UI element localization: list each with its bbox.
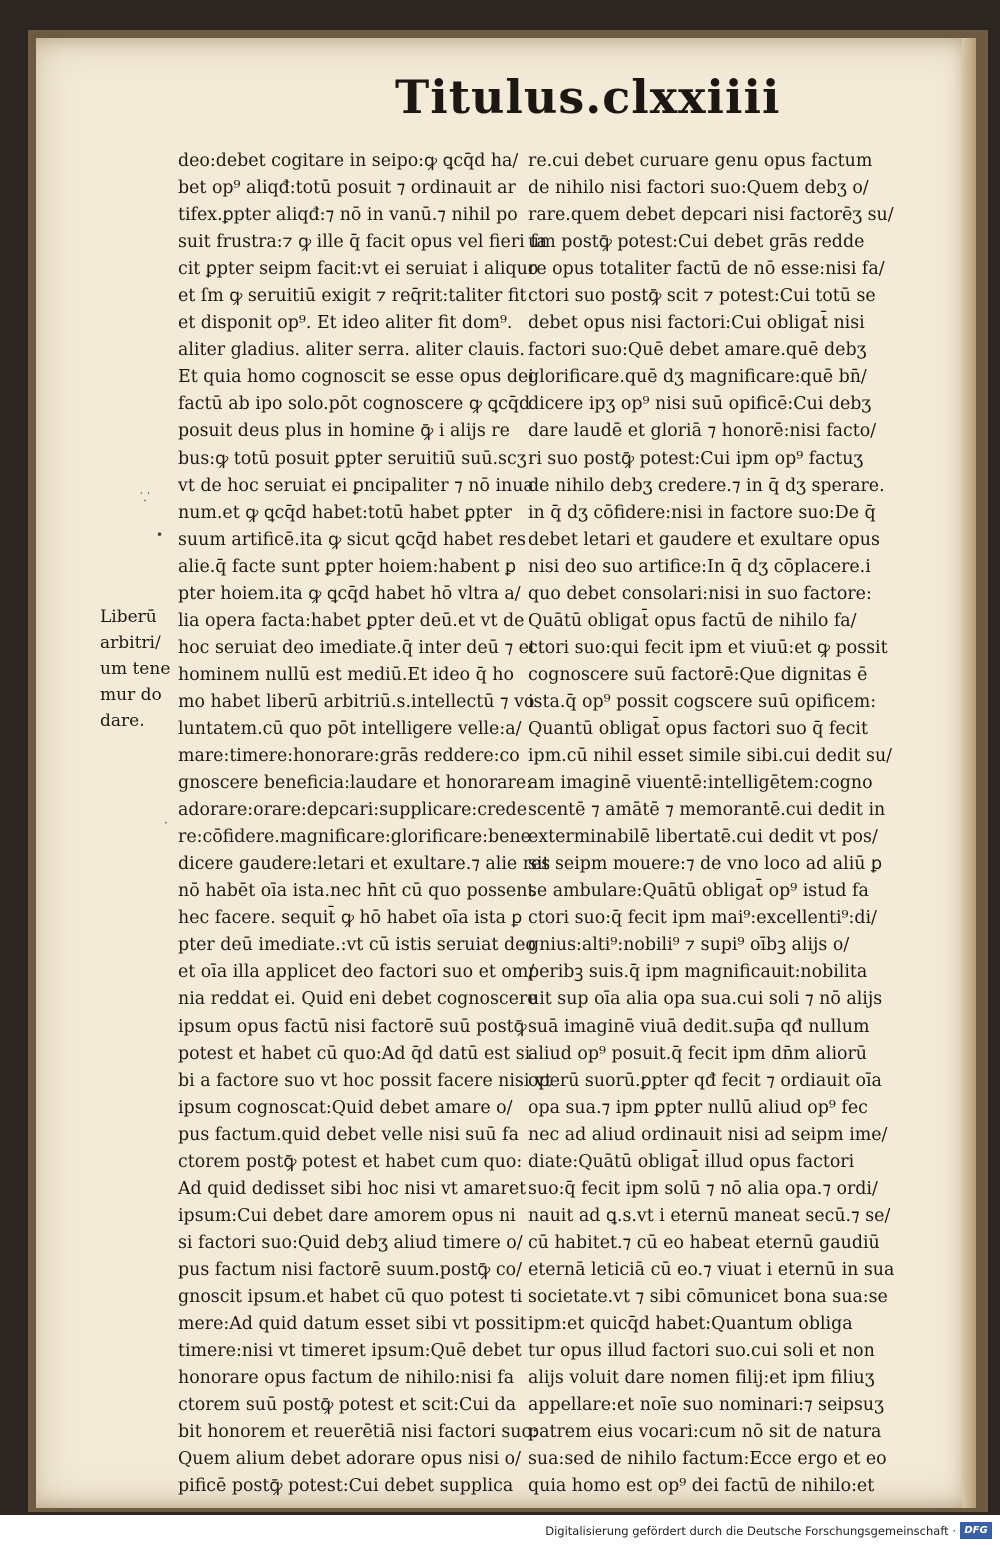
text-line: tifex.ꝑpter aliqđ:⁊ nō in vanū.⁊ nihil po xyxy=(178,205,518,226)
text-line: et ſm ꝙ seruitiū exigit ⁊ req̄rit:taliter fit xyxy=(178,286,527,307)
text-line: nisi deo suo artifice:In q̄ dʒ cōplacere.i xyxy=(528,556,871,577)
margin-mark: ⸪ xyxy=(140,490,150,504)
text-line: mare:timere:honorare:grās reddere:co xyxy=(178,746,520,767)
margin-mark: • xyxy=(156,528,164,542)
page-fore-edge xyxy=(962,38,976,1508)
text-line: ctori suo:qui fecit ipm et viuū:et ꝙ possit xyxy=(528,637,888,658)
text-line: luntatem.cū quo pōt intelligere velle:a/ xyxy=(178,718,522,739)
footer-bar xyxy=(0,1515,1000,1545)
text-line: gnius:alti⁹:nobili⁹ ⁊ supi⁹ oībꝫ alijs o/ xyxy=(528,935,850,956)
text-line: ipm.cū nihil esset simile sibi.cui dedit su/ xyxy=(528,746,893,767)
footer-credit: Digitalisierung gefördert durch die Deutsche Forschungsgemeinschaft · xyxy=(545,1524,956,1538)
text-line: alijs voluit dare nomen filij:et ipm filiuʒ xyxy=(528,1368,875,1389)
text-line: tur opus illud factori suo.cui soli et non xyxy=(528,1341,875,1362)
text-line: pter deū imediate.:vt cū istis seruiat deo xyxy=(178,935,536,956)
text-line: aliter gladius. aliter serra. aliter clauis. xyxy=(178,340,525,361)
marginal-note-line: arbitri/ xyxy=(100,633,161,653)
text-line: potest et habet cū quo:Ad q̄d datū est si xyxy=(178,1043,531,1064)
text-line: exterminabilē libertatē.cui dedit vt pos/ xyxy=(528,827,878,848)
text-line: si factori suo:Quid debʒ aliud timere o/ xyxy=(178,1232,523,1253)
text-column-right xyxy=(528,148,895,1500)
text-line: honorare opus factum de nihilo:nisi fa xyxy=(178,1368,515,1389)
text-line: societate.vt ⁊ sibi cōmunicet bona sua:se xyxy=(528,1286,888,1307)
text-line: mo habet liberū arbitriū.s.intellectū ⁊ vo xyxy=(178,691,535,712)
text-line: scentē ⁊ amātē ⁊ memorantē.cui dedit in xyxy=(528,800,886,821)
text-line: ipsum opus factū nisi factorē suū postꝙ̄ xyxy=(178,1016,527,1037)
text-line: patrem eius vocari:cum nō sit de natura xyxy=(528,1422,882,1443)
marginal-note-line: Liberū xyxy=(100,607,157,627)
marginal-note-line: dare. xyxy=(100,711,145,731)
text-line: gnoscit ipsum.et habet cū quo potest ti xyxy=(178,1286,523,1307)
text-line: re opus totaliter factū de nō esse:nisi fa/ xyxy=(528,259,885,280)
text-line: glorificare.quē dʒ magnificare:quē bn̄/ xyxy=(528,367,867,388)
text-line: nō habēt oīa ista.nec hn̄t cū quo possent xyxy=(178,881,535,902)
text-line: dicere ipʒ op⁹ nisi suū opificē:Cui debʒ xyxy=(528,394,872,415)
text-line: quia homo est op⁹ dei factū de nihilo:et xyxy=(528,1476,875,1497)
text-line: suā imaginē viuā dedit.sup̄a qđ nullum xyxy=(528,1016,870,1037)
text-line: nauit ad ꝗ.s.vt i eternū maneat secū.⁊ se/ xyxy=(528,1205,891,1226)
text-line: dare laudē et gloriā ⁊ honorē:nisi facto/ xyxy=(528,421,877,442)
text-line: se ambulare:Quātū obligat̄ op⁹ istud fa xyxy=(528,881,869,902)
dfg-logo: DFG xyxy=(960,1522,992,1539)
text-line: ipsum cognoscat:Quid debet amare o/ xyxy=(178,1097,513,1118)
text-line: re.cui debet curuare genu opus factum xyxy=(528,151,873,171)
text-line: adorare:orare:depcari:supplicare:crede xyxy=(178,800,527,821)
text-line: hominem nullū est mediū.Et ideo q̄ ho xyxy=(178,664,514,685)
text-line: ctori suo postꝙ̄ scit ⁊ potest:Cui totū se xyxy=(528,286,876,307)
text-line: diate:Quātū obligat̄ illud opus factori xyxy=(528,1151,855,1172)
text-line: et disponit op⁹. Et ideo aliter fit dom⁹. xyxy=(178,313,513,334)
text-line: et oīa illa applicet deo factori suo et om/ xyxy=(178,962,535,983)
text-line: Quantū obligat̄ opus factori suo q̄ fecit xyxy=(528,718,868,739)
text-line: de nihilo debʒ credere.⁊ in q̄ dʒ sperare. xyxy=(528,475,885,496)
text-line: ctori suo:q̄ fecit ipm mai⁹:excellenti⁹:di/ xyxy=(528,908,877,929)
text-line: debet letari et gaudere et exultare opus xyxy=(528,529,880,550)
text-line: Quem alium debet adorare opus nisi o/ xyxy=(178,1449,521,1470)
marginal-note xyxy=(100,604,178,734)
text-line: pus factum nisi factorē suum.postꝙ̄ co/ xyxy=(178,1259,522,1280)
text-line: pter hoiem.ita ꝙ ꝗcq̄d habet hō vltra a/ xyxy=(178,583,521,604)
text-line: Quātū obligat̄ opus factū de nihilo fa/ xyxy=(528,610,857,631)
text-line: bet op⁹ aliqđ:totū posuit ⁊ ordinauit ar xyxy=(178,178,516,199)
text-line: opa sua.⁊ ipm ꝑpter nullū aliud op⁹ fec xyxy=(528,1097,868,1118)
text-line: nec ad aliud ordinauit nisi ad seipm ime/ xyxy=(528,1124,888,1145)
text-line: ista.q̄ op⁹ possit cogscere suū opificem: xyxy=(528,691,877,712)
text-line: suo:q̄ fecit ipm solū ⁊ nō alia opa.⁊ ordi/ xyxy=(528,1178,878,1199)
text-line: deo:debet cogitare in seipo:ꝙ ꝗcq̄d ha/ xyxy=(178,151,519,171)
text-line: peribꝫ suis.q̄ ipm magnificauit:nobilita xyxy=(528,962,868,983)
text-line: cit ꝑpter seipm facit:vt ei seruiat i aliquo xyxy=(178,259,539,280)
text-line: alie.q̄ facte sunt ꝑpter hoiem:habent ꝑ xyxy=(178,556,517,577)
text-line: ri suo postꝙ̄ potest:Cui ipm op⁹ factuʒ xyxy=(528,448,864,469)
text-line: rare.quem debet depcari nisi factorēʒ su/ xyxy=(528,205,894,226)
text-line: vt de hoc seruiat ei ꝑncipaliter ⁊ nō inua xyxy=(178,475,534,496)
text-line: mere:Ad quid datum esset sibi vt possit xyxy=(178,1314,527,1335)
text-line: nia reddat ei. Quid eni debet cognoscere xyxy=(178,989,538,1010)
page-heading: Titulus.clxxiiii xyxy=(395,70,781,124)
text-line: timere:nisi vt timeret ipsum:Quē debet xyxy=(178,1341,522,1362)
text-line: hoc seruiat deo imediate.q̄ inter deū ⁊ et xyxy=(178,637,536,658)
text-line: dicere gaudere:letari et exultare.⁊ alie res xyxy=(178,854,551,875)
text-column-left xyxy=(178,148,552,1500)
text-line: ctorem suū postꝙ̄ potest et scit:Cui da xyxy=(178,1395,517,1416)
text-line: pificē postꝙ̄ potest:Cui debet supplica xyxy=(178,1476,514,1497)
text-line: ipsum:Cui debet dare amorem opus ni xyxy=(178,1205,516,1226)
text-line: debet opus nisi factori:Cui obligat̄ nisi xyxy=(528,313,865,334)
text-line: bus:ꝙ totū posuit ꝑpter seruitiū suū.scʒ xyxy=(178,448,527,469)
text-line: sua:sed de nihilo factum:Ecce ergo et eo xyxy=(528,1449,887,1470)
text-line: Ad quid dedisset sibi hoc nisi vt amaret xyxy=(178,1178,527,1199)
text-line: factori suo:Quē debet amare.quē debʒ xyxy=(528,340,867,361)
text-line: cognoscere suū factorē:Que dignitas ē xyxy=(528,664,868,685)
text-line: appellare:et noīe suo nominari:⁊ seipsuʒ xyxy=(528,1395,884,1416)
marginal-note-line: mur do xyxy=(100,685,162,705)
text-line: suit frustra:⁊ ꝙ ille q̄ facit opus vel fieri fa xyxy=(178,232,548,253)
text-line: um postꝙ̄ potest:Cui debet grās redde xyxy=(528,232,865,253)
text-line: lia opera facta:habet ꝑpter deū.et vt de xyxy=(178,610,525,631)
text-line: uit sup oīa alia opa sua.cui soli ⁊ nō alijs xyxy=(528,989,883,1010)
text-line: ctorem postꝙ̄ potest et habet cum quo: xyxy=(178,1151,523,1172)
text-line: num.et ꝙ ꝗcq̄d habet:totū habet ꝑpter xyxy=(178,502,512,523)
text-line: de nihilo nisi factori suo:Quem debʒ o/ xyxy=(528,178,869,199)
marginal-note-line: um tene xyxy=(100,659,171,679)
text-line: pus factum.quid debet velle nisi suū fa xyxy=(178,1124,519,1145)
text-line: ipm:et quicq̄d habet:Quantum obliga xyxy=(528,1314,853,1335)
text-line: posuit deus plus in homine ꝙ̄ i alijs re xyxy=(178,421,510,442)
text-line: in q̄ dʒ cōfidere:nisi in factore suo:De q̄ xyxy=(528,502,876,523)
text-line: cū habitet.⁊ cū eo habeat eternū gaudiū xyxy=(528,1232,880,1253)
text-line: bi a factore suo vt hoc possit facere nisi vt xyxy=(178,1070,552,1091)
text-line: quo debet consolari:nisi in suo factore: xyxy=(528,583,872,604)
text-line: bit honorem et reuerētiā nisi factori suo: xyxy=(178,1422,538,1443)
text-line: re:cōfidere.magnificare:glorificare:bene xyxy=(178,827,531,848)
text-line: factū ab ipo solo.pōt cognoscere ꝙ ꝗcq̄d xyxy=(178,394,531,415)
text-line: eternā leticiā cū eo.⁊ viuat i eternū in sua xyxy=(528,1259,895,1280)
text-line: gnoscere beneficia:laudare et honorare: xyxy=(178,773,532,794)
text-line: operū suorū.ꝑpter qđ fecit ⁊ ordiauit oīa xyxy=(528,1070,882,1091)
text-line: hec facere. sequit̄ ꝙ hō habet oīa ista ꝑ xyxy=(178,908,523,929)
text-line: Et quia homo cognoscit se esse opus dei xyxy=(178,367,534,388)
text-line: suum artificē.ita ꝙ sicut ꝗcq̄d habet res xyxy=(178,529,526,550)
text-line: aliud op⁹ posuit.q̄ fecit ipm dn̄m aliorū xyxy=(528,1043,868,1064)
text-line: am imaginē viuentē:intelligētem:cogno xyxy=(528,773,873,794)
margin-mark: · xyxy=(164,816,168,830)
text-line: sit seipm mouere:⁊ de vno loco ad aliū ꝑ xyxy=(528,854,883,875)
